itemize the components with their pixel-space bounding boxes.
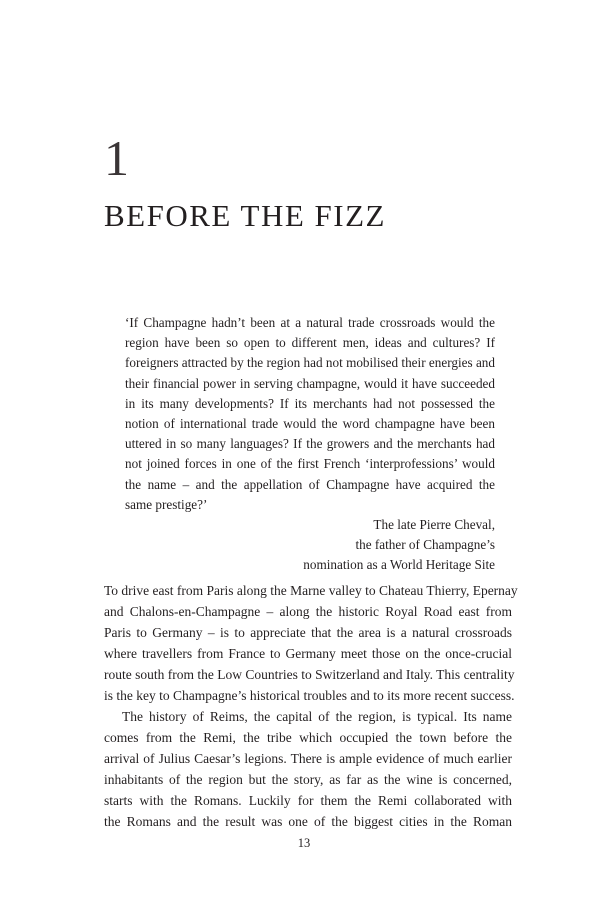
body-line: route south from the Low Countries to Switzerland and Italy. This centrality (104, 667, 515, 682)
paragraph (104, 580, 518, 706)
body-text (104, 580, 518, 832)
chapter-title: BEFORE THE FIZZ (104, 198, 386, 233)
epigraph-line: not joined forces in one of the first French ‘interprofessions’ would (125, 456, 495, 472)
epigraph-line: their financial power in serving champagne, would it have succeeded (125, 375, 495, 391)
body-line: the Romans and the result was one of the biggest cities in the Roman (104, 814, 512, 829)
body-line: comes from the Remi, the tribe which occupied the town before the (104, 730, 512, 745)
body-line: and Chalons-en-Champagne – along the historic Royal Road east from (104, 604, 512, 619)
chapter-number: 1 (104, 130, 129, 186)
body-line: where travellers from France to Germany meet those on the once-crucial (104, 646, 512, 661)
body-line: Paris to Germany – is to appreciate that the area is a natural crossroads (104, 625, 512, 640)
body-line: inhabitants of the region but the story, as far as the wine is concerned, (104, 772, 512, 787)
epigraph-line: the name – and the appellation of Champagne have acquired the (125, 476, 495, 492)
epigraph-line: same prestige?’ (125, 496, 208, 512)
paragraph (104, 706, 512, 832)
body-line: To drive east from Paris along the Marne valley to Chateau Thierry, Epernay (104, 583, 518, 598)
attribution-line: The late Pierre Cheval, (373, 517, 495, 533)
attribution-line: nomination as a World Heritage Site (303, 557, 495, 573)
body-line: is the key to Champagne’s historical troubles and to its more recent success. (104, 688, 515, 703)
epigraph (125, 313, 495, 576)
epigraph-line: uttered in so many languages? If the growers and the merchants had (125, 436, 495, 452)
epigraph-attribution (125, 515, 495, 576)
body-line: arrival of Julius Caesar’s legions. There is ample evidence of much earlier (104, 751, 512, 766)
epigraph-line: ‘If Champagne hadn’t been at a natural trade crossroads would the (125, 315, 495, 330)
epigraph-line: notion of international trade would the word champagne have been (125, 416, 495, 432)
body-line: The history of Reims, the capital of the region, is typical. Its name (122, 709, 512, 724)
attribution-line: the father of Champagne’s (355, 537, 495, 553)
page-number: 13 (297, 836, 311, 850)
body-line: starts with the Romans. Luckily for them the Remi collaborated with (104, 793, 512, 808)
epigraph-line: region have been so open to different men, ideas and cultures? If (125, 335, 495, 351)
epigraph-line: in its many developments? If its merchants had not possessed the (125, 395, 495, 411)
epigraph-line: foreigners attracted by the region had not mobilised their energies and (125, 355, 495, 371)
